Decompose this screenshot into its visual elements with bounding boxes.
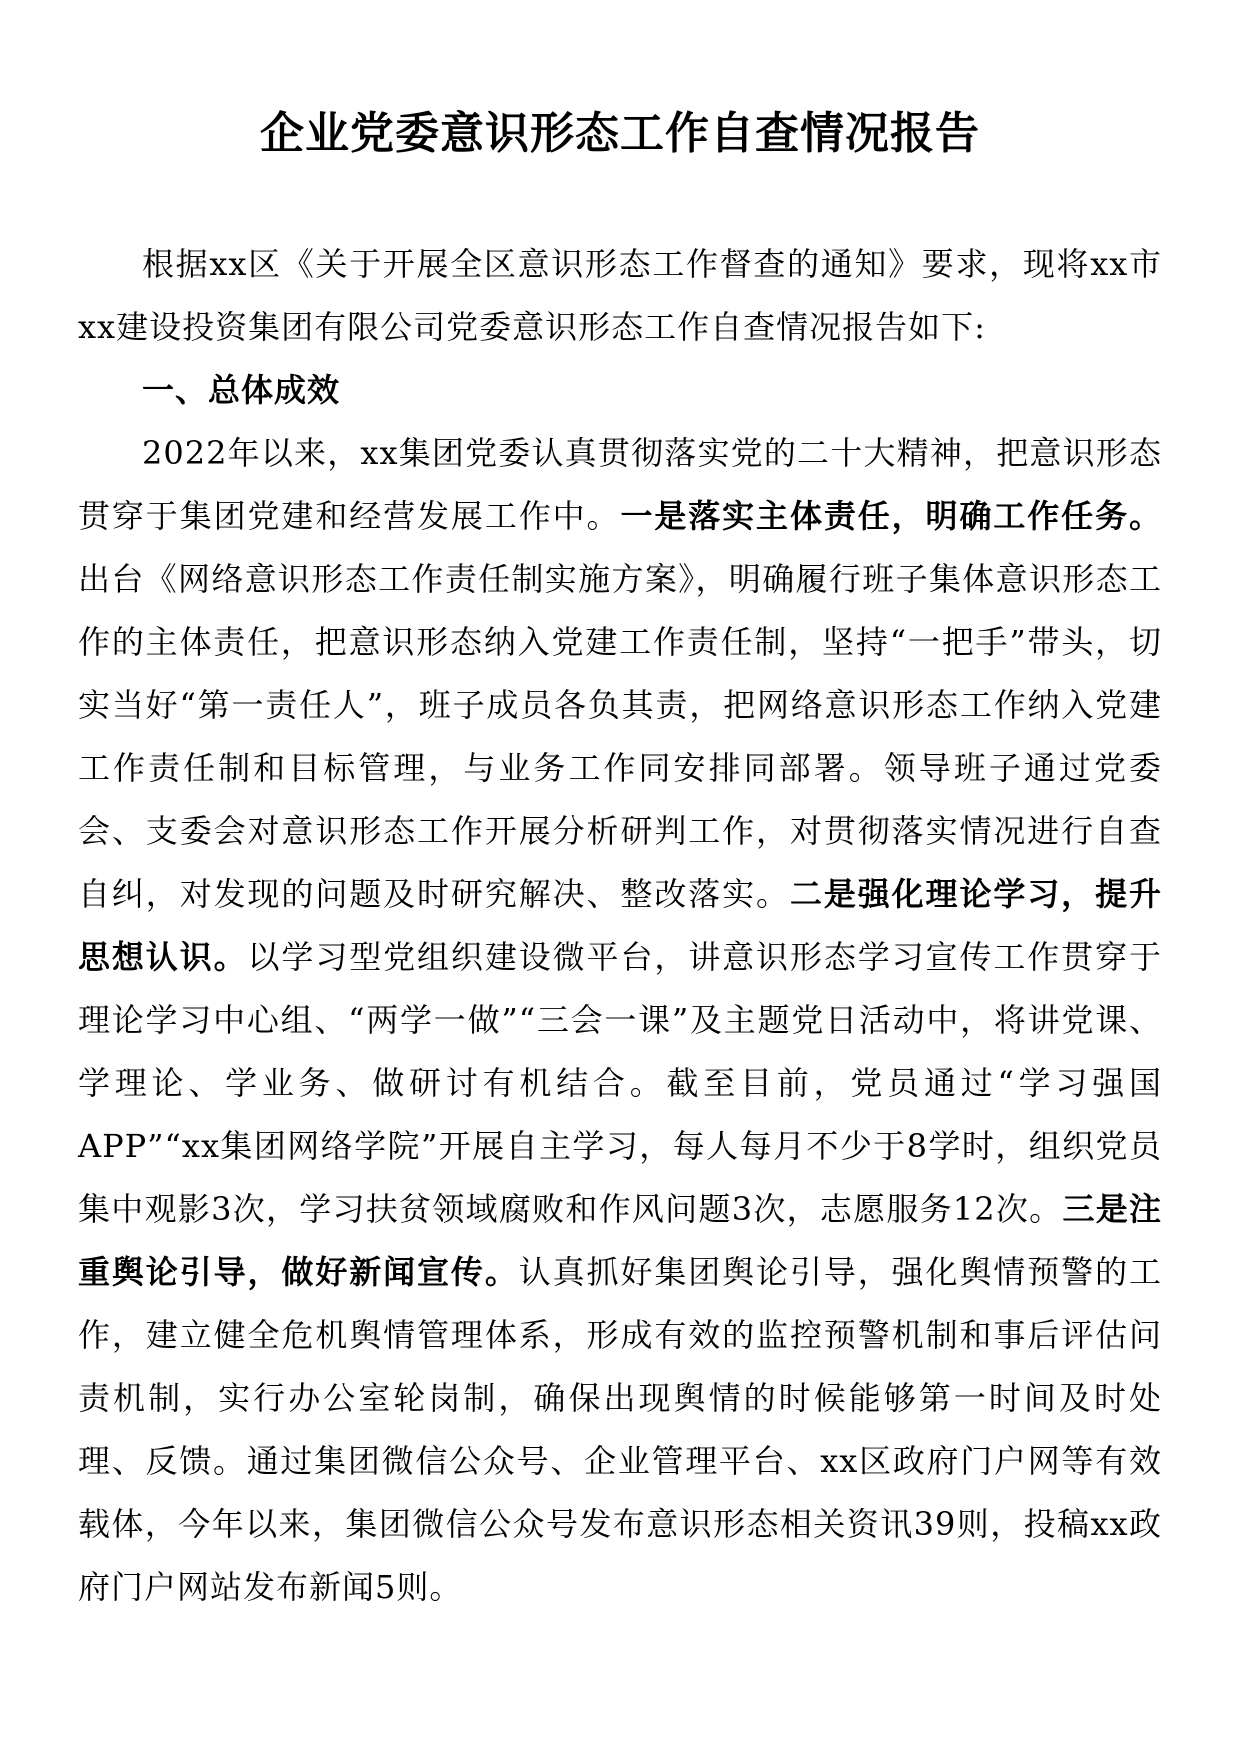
bold-point-1: 一是落实主体责任，明确工作任务。 [620, 496, 1162, 535]
document-title: 企业党委意识形态工作自查情况报告 [260, 108, 980, 159]
section-paragraph [78, 422, 1162, 1619]
paragraph-text: 2022年以来，xx集团党委认真贯彻落实党的二十大精神，把意识形态贯穿于集团党建和经营发展工作中。 [78, 433, 1162, 535]
bold-point-2: 二是强化理论学习，提升思想认识。 [78, 874, 1162, 976]
bold-point-3: 三是注重舆论引导，做好新闻宣传。 [78, 1189, 1162, 1291]
section-heading: 一、总体成效 [142, 370, 341, 409]
document-body [78, 233, 1162, 1619]
paragraph-text: 以学习型党组织建设微平台，讲意识形态学习宣传工作贯穿于理论学习中心组、“两学一做”“三会一课”及主题党日活动中，将讲党课、学理论、学业务、做研讨有机结合。截至目前，党员通过“学习强国APP”“xx集团网络学院”开展自主学习，每人每月不少于8学时，组织党员集中观影3次，学习扶贫领域腐败和作风问题3次，志愿服务12次。 [78, 937, 1162, 1228]
paragraph-text: 认真抓好集团舆论引导，强化舆情预警的工作，建立健全危机舆情管理体系，形成有效的监控预警机制和事后评估问责机制，实行办公室轮岗制，确保出现舆情的时候能够第一时间及时处理、反馈。通过集团微信公众号、企业管理平台、xx区政府门户网等有效载体，今年以来，集团微信公众号发布意识形态相关资讯39则，投稿xx政府门户网站发布新闻5则。 [78, 1252, 1162, 1606]
intro-paragraph: 根据xx区《关于开展全区意识形态工作督查的通知》要求，现将xx市xx建设投资集团有限公司党委意识形态工作自查情况报告如下: [78, 244, 1162, 346]
paragraph-text: 出台《网络意识形态工作责任制实施方案》，明确履行班子集体意识形态工作的主体责任，把意识形态纳入党建工作责任制，坚持“一把手”带头，切实当好“第一责任人”，班子成员各负其责，把网络意识形态工作纳入党建工作责任制和目标管理，与业务工作同安排同部署。领导班子通过党委会、支委会对意识形态工作开展分析研判工作，对贯彻落实情况进行自查自纠，对发现的问题及时研究解决、整改落实。 [78, 559, 1162, 913]
